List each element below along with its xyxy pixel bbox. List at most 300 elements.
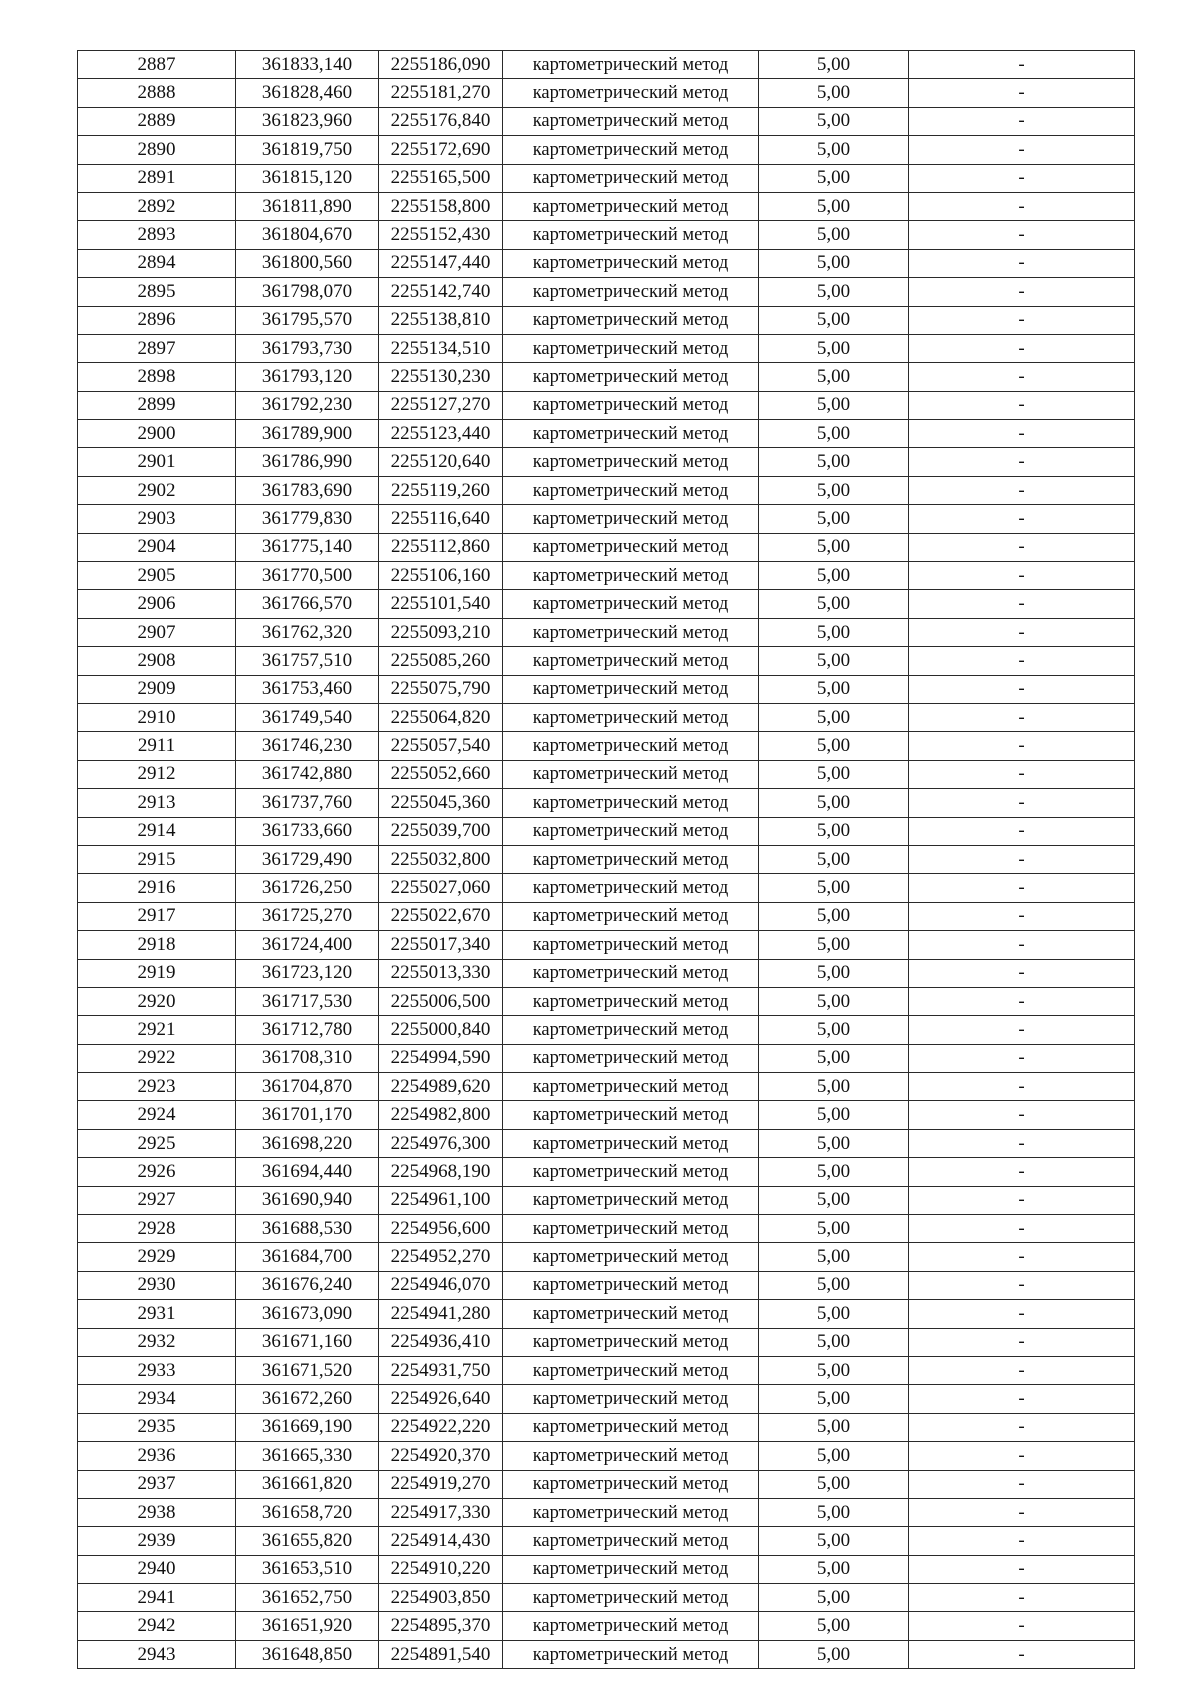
- table-row: [78, 448, 1135, 476]
- point-number-cell: 2923: [78, 1073, 236, 1101]
- table-row: [78, 1186, 1135, 1214]
- method-cell: картометрический метод: [503, 1129, 759, 1157]
- note-cell: -: [909, 732, 1135, 760]
- method-cell: картометрический метод: [503, 107, 759, 135]
- note-cell: -: [909, 675, 1135, 703]
- x-coordinate-cell: 361669,190: [236, 1413, 379, 1441]
- x-coordinate-cell: 361793,730: [236, 334, 379, 362]
- note-cell: -: [909, 1356, 1135, 1384]
- note-cell: -: [909, 1640, 1135, 1668]
- table-row: [78, 334, 1135, 362]
- y-coordinate-cell: 2255172,690: [379, 136, 503, 164]
- method-cell: картометрический метод: [503, 562, 759, 590]
- method-cell: картометрический метод: [503, 1044, 759, 1072]
- x-coordinate-cell: 361652,750: [236, 1584, 379, 1612]
- table-row: [78, 1555, 1135, 1583]
- precision-cell: 5,00: [759, 363, 909, 391]
- table-row: [78, 902, 1135, 930]
- x-coordinate-cell: 361661,820: [236, 1470, 379, 1498]
- y-coordinate-cell: 2255119,260: [379, 476, 503, 504]
- y-coordinate-cell: 2255022,670: [379, 902, 503, 930]
- method-cell: картометрический метод: [503, 278, 759, 306]
- table-row: [78, 278, 1135, 306]
- precision-cell: 5,00: [759, 505, 909, 533]
- note-cell: -: [909, 1498, 1135, 1526]
- precision-cell: 5,00: [759, 1442, 909, 1470]
- point-number-cell: 2888: [78, 79, 236, 107]
- y-coordinate-cell: 2254941,280: [379, 1300, 503, 1328]
- table-row: [78, 703, 1135, 731]
- x-coordinate-cell: 361704,870: [236, 1073, 379, 1101]
- x-coordinate-cell: 361665,330: [236, 1442, 379, 1470]
- x-coordinate-cell: 361655,820: [236, 1527, 379, 1555]
- x-coordinate-cell: 361746,230: [236, 732, 379, 760]
- note-cell: -: [909, 192, 1135, 220]
- x-coordinate-cell: 361712,780: [236, 1016, 379, 1044]
- x-coordinate-cell: 361762,320: [236, 618, 379, 646]
- note-cell: -: [909, 1186, 1135, 1214]
- note-cell: -: [909, 845, 1135, 873]
- precision-cell: 5,00: [759, 448, 909, 476]
- table-row: [78, 760, 1135, 788]
- precision-cell: 5,00: [759, 51, 909, 79]
- y-coordinate-cell: 2255123,440: [379, 420, 503, 448]
- x-coordinate-cell: 361737,760: [236, 789, 379, 817]
- x-coordinate-cell: 361724,400: [236, 931, 379, 959]
- x-coordinate-cell: 361725,270: [236, 902, 379, 930]
- method-cell: картометрический метод: [503, 192, 759, 220]
- y-coordinate-cell: 2255075,790: [379, 675, 503, 703]
- x-coordinate-cell: 361684,700: [236, 1243, 379, 1271]
- precision-cell: 5,00: [759, 902, 909, 930]
- x-coordinate-cell: 361792,230: [236, 391, 379, 419]
- y-coordinate-cell: 2255116,640: [379, 505, 503, 533]
- x-coordinate-cell: 361651,920: [236, 1612, 379, 1640]
- table-row: [78, 647, 1135, 675]
- method-cell: картометрический метод: [503, 1016, 759, 1044]
- method-cell: картометрический метод: [503, 1300, 759, 1328]
- note-cell: -: [909, 1385, 1135, 1413]
- x-coordinate-cell: 361729,490: [236, 845, 379, 873]
- method-cell: картометрический метод: [503, 931, 759, 959]
- x-coordinate-cell: 361690,940: [236, 1186, 379, 1214]
- method-cell: картометрический метод: [503, 1442, 759, 1470]
- point-number-cell: 2917: [78, 902, 236, 930]
- method-cell: картометрический метод: [503, 420, 759, 448]
- point-number-cell: 2943: [78, 1640, 236, 1668]
- point-number-cell: 2894: [78, 249, 236, 277]
- point-number-cell: 2916: [78, 874, 236, 902]
- precision-cell: 5,00: [759, 1129, 909, 1157]
- point-number-cell: 2911: [78, 732, 236, 760]
- y-coordinate-cell: 2254931,750: [379, 1356, 503, 1384]
- precision-cell: 5,00: [759, 306, 909, 334]
- precision-cell: 5,00: [759, 874, 909, 902]
- note-cell: -: [909, 420, 1135, 448]
- point-number-cell: 2926: [78, 1158, 236, 1186]
- precision-cell: 5,00: [759, 675, 909, 703]
- note-cell: -: [909, 1300, 1135, 1328]
- x-coordinate-cell: 361798,070: [236, 278, 379, 306]
- point-number-cell: 2924: [78, 1101, 236, 1129]
- precision-cell: 5,00: [759, 1612, 909, 1640]
- precision-cell: 5,00: [759, 1186, 909, 1214]
- precision-cell: 5,00: [759, 590, 909, 618]
- point-number-cell: 2903: [78, 505, 236, 533]
- note-cell: -: [909, 164, 1135, 192]
- x-coordinate-cell: 361795,570: [236, 306, 379, 334]
- point-number-cell: 2905: [78, 562, 236, 590]
- table-row: [78, 1044, 1135, 1072]
- note-cell: -: [909, 533, 1135, 561]
- precision-cell: 5,00: [759, 1271, 909, 1299]
- y-coordinate-cell: 2254891,540: [379, 1640, 503, 1668]
- x-coordinate-cell: 361823,960: [236, 107, 379, 135]
- method-cell: картометрический метод: [503, 1243, 759, 1271]
- note-cell: -: [909, 703, 1135, 731]
- note-cell: -: [909, 1044, 1135, 1072]
- point-number-cell: 2898: [78, 363, 236, 391]
- x-coordinate-cell: 361793,120: [236, 363, 379, 391]
- y-coordinate-cell: 2255152,430: [379, 221, 503, 249]
- point-number-cell: 2910: [78, 703, 236, 731]
- y-coordinate-cell: 2255120,640: [379, 448, 503, 476]
- table-row: [78, 1584, 1135, 1612]
- precision-cell: 5,00: [759, 647, 909, 675]
- precision-cell: 5,00: [759, 959, 909, 987]
- x-coordinate-cell: 361688,530: [236, 1215, 379, 1243]
- point-number-cell: 2907: [78, 618, 236, 646]
- table-row: [78, 1243, 1135, 1271]
- precision-cell: 5,00: [759, 1356, 909, 1384]
- precision-cell: 5,00: [759, 1158, 909, 1186]
- y-coordinate-cell: 2255013,330: [379, 959, 503, 987]
- note-cell: -: [909, 959, 1135, 987]
- x-coordinate-cell: 361672,260: [236, 1385, 379, 1413]
- precision-cell: 5,00: [759, 1555, 909, 1583]
- point-number-cell: 2900: [78, 420, 236, 448]
- precision-cell: 5,00: [759, 1243, 909, 1271]
- point-number-cell: 2942: [78, 1612, 236, 1640]
- method-cell: картометрический метод: [503, 987, 759, 1015]
- y-coordinate-cell: 2255130,230: [379, 363, 503, 391]
- y-coordinate-cell: 2255165,500: [379, 164, 503, 192]
- y-coordinate-cell: 2254903,850: [379, 1584, 503, 1612]
- note-cell: -: [909, 590, 1135, 618]
- method-cell: картометрический метод: [503, 760, 759, 788]
- y-coordinate-cell: 2254946,070: [379, 1271, 503, 1299]
- method-cell: картометрический метод: [503, 590, 759, 618]
- method-cell: картометрический метод: [503, 306, 759, 334]
- y-coordinate-cell: 2254961,100: [379, 1186, 503, 1214]
- precision-cell: 5,00: [759, 79, 909, 107]
- method-cell: картометрический метод: [503, 1073, 759, 1101]
- precision-cell: 5,00: [759, 192, 909, 220]
- precision-cell: 5,00: [759, 533, 909, 561]
- table-row: [78, 1328, 1135, 1356]
- y-coordinate-cell: 2255057,540: [379, 732, 503, 760]
- table-row: [78, 1129, 1135, 1157]
- table-row: [78, 476, 1135, 504]
- point-number-cell: 2895: [78, 278, 236, 306]
- point-number-cell: 2899: [78, 391, 236, 419]
- precision-cell: 5,00: [759, 1584, 909, 1612]
- method-cell: картометрический метод: [503, 1527, 759, 1555]
- method-cell: картометрический метод: [503, 1356, 759, 1384]
- note-cell: -: [909, 647, 1135, 675]
- method-cell: картометрический метод: [503, 533, 759, 561]
- note-cell: -: [909, 760, 1135, 788]
- y-coordinate-cell: 2255027,060: [379, 874, 503, 902]
- method-cell: картометрический метод: [503, 334, 759, 362]
- precision-cell: 5,00: [759, 732, 909, 760]
- note-cell: -: [909, 448, 1135, 476]
- method-cell: картометрический метод: [503, 476, 759, 504]
- precision-cell: 5,00: [759, 278, 909, 306]
- x-coordinate-cell: 361658,720: [236, 1498, 379, 1526]
- y-coordinate-cell: 2254982,800: [379, 1101, 503, 1129]
- method-cell: картометрический метод: [503, 1158, 759, 1186]
- note-cell: -: [909, 1271, 1135, 1299]
- note-cell: -: [909, 278, 1135, 306]
- point-number-cell: 2906: [78, 590, 236, 618]
- precision-cell: 5,00: [759, 221, 909, 249]
- point-number-cell: 2931: [78, 1300, 236, 1328]
- method-cell: картометрический метод: [503, 703, 759, 731]
- note-cell: -: [909, 1215, 1135, 1243]
- method-cell: картометрический метод: [503, 505, 759, 533]
- table-row: [78, 675, 1135, 703]
- y-coordinate-cell: 2255186,090: [379, 51, 503, 79]
- y-coordinate-cell: 2255112,860: [379, 533, 503, 561]
- table-row: [78, 363, 1135, 391]
- point-number-cell: 2937: [78, 1470, 236, 1498]
- point-number-cell: 2891: [78, 164, 236, 192]
- table-row: [78, 1527, 1135, 1555]
- table-row: [78, 192, 1135, 220]
- point-number-cell: 2941: [78, 1584, 236, 1612]
- method-cell: картометрический метод: [503, 817, 759, 845]
- precision-cell: 5,00: [759, 1640, 909, 1668]
- table-row: [78, 987, 1135, 1015]
- method-cell: картометрический метод: [503, 845, 759, 873]
- table-row: [78, 959, 1135, 987]
- table-row: [78, 618, 1135, 646]
- method-cell: картометрический метод: [503, 647, 759, 675]
- table-row: [78, 391, 1135, 419]
- precision-cell: 5,00: [759, 1215, 909, 1243]
- point-number-cell: 2932: [78, 1328, 236, 1356]
- precision-cell: 5,00: [759, 987, 909, 1015]
- note-cell: -: [909, 987, 1135, 1015]
- note-cell: -: [909, 136, 1135, 164]
- method-cell: картометрический метод: [503, 249, 759, 277]
- table-row: [78, 306, 1135, 334]
- y-coordinate-cell: 2254994,590: [379, 1044, 503, 1072]
- point-number-cell: 2921: [78, 1016, 236, 1044]
- y-coordinate-cell: 2255045,360: [379, 789, 503, 817]
- note-cell: -: [909, 334, 1135, 362]
- note-cell: -: [909, 79, 1135, 107]
- table-row: [78, 79, 1135, 107]
- point-number-cell: 2940: [78, 1555, 236, 1583]
- y-coordinate-cell: 2254920,370: [379, 1442, 503, 1470]
- x-coordinate-cell: 361770,500: [236, 562, 379, 590]
- precision-cell: 5,00: [759, 391, 909, 419]
- x-coordinate-cell: 361753,460: [236, 675, 379, 703]
- point-number-cell: 2890: [78, 136, 236, 164]
- x-coordinate-cell: 361701,170: [236, 1101, 379, 1129]
- point-number-cell: 2936: [78, 1442, 236, 1470]
- precision-cell: 5,00: [759, 817, 909, 845]
- y-coordinate-cell: 2255000,840: [379, 1016, 503, 1044]
- y-coordinate-cell: 2254922,220: [379, 1413, 503, 1441]
- method-cell: картометрический метод: [503, 902, 759, 930]
- x-coordinate-cell: 361673,090: [236, 1300, 379, 1328]
- precision-cell: 5,00: [759, 845, 909, 873]
- x-coordinate-cell: 361783,690: [236, 476, 379, 504]
- note-cell: -: [909, 817, 1135, 845]
- precision-cell: 5,00: [759, 334, 909, 362]
- y-coordinate-cell: 2255006,500: [379, 987, 503, 1015]
- point-number-cell: 2901: [78, 448, 236, 476]
- method-cell: картометрический метод: [503, 1498, 759, 1526]
- y-coordinate-cell: 2255138,810: [379, 306, 503, 334]
- table-row: [78, 505, 1135, 533]
- method-cell: картометрический метод: [503, 1584, 759, 1612]
- x-coordinate-cell: 361775,140: [236, 533, 379, 561]
- method-cell: картометрический метод: [503, 675, 759, 703]
- y-coordinate-cell: 2255176,840: [379, 107, 503, 135]
- table-row: [78, 164, 1135, 192]
- method-cell: картометрический метод: [503, 391, 759, 419]
- y-coordinate-cell: 2255134,510: [379, 334, 503, 362]
- method-cell: картометрический метод: [503, 1215, 759, 1243]
- point-number-cell: 2893: [78, 221, 236, 249]
- x-coordinate-cell: 361653,510: [236, 1555, 379, 1583]
- precision-cell: 5,00: [759, 1016, 909, 1044]
- precision-cell: 5,00: [759, 107, 909, 135]
- x-coordinate-cell: 361733,660: [236, 817, 379, 845]
- table-row: [78, 1271, 1135, 1299]
- note-cell: -: [909, 1073, 1135, 1101]
- note-cell: -: [909, 221, 1135, 249]
- x-coordinate-cell: 361676,240: [236, 1271, 379, 1299]
- y-coordinate-cell: 2255064,820: [379, 703, 503, 731]
- x-coordinate-cell: 361726,250: [236, 874, 379, 902]
- table-row: [78, 221, 1135, 249]
- method-cell: картометрический метод: [503, 51, 759, 79]
- precision-cell: 5,00: [759, 476, 909, 504]
- x-coordinate-cell: 361742,880: [236, 760, 379, 788]
- table-row: [78, 845, 1135, 873]
- point-number-cell: 2939: [78, 1527, 236, 1555]
- note-cell: -: [909, 1470, 1135, 1498]
- x-coordinate-cell: 361819,750: [236, 136, 379, 164]
- y-coordinate-cell: 2255039,700: [379, 817, 503, 845]
- method-cell: картометрический метод: [503, 1413, 759, 1441]
- y-coordinate-cell: 2255142,740: [379, 278, 503, 306]
- table-row: [78, 1356, 1135, 1384]
- table-row: [78, 533, 1135, 561]
- precision-cell: 5,00: [759, 1470, 909, 1498]
- note-cell: -: [909, 306, 1135, 334]
- x-coordinate-cell: 361757,510: [236, 647, 379, 675]
- y-coordinate-cell: 2254895,370: [379, 1612, 503, 1640]
- point-number-cell: 2915: [78, 845, 236, 873]
- point-number-cell: 2908: [78, 647, 236, 675]
- point-number-cell: 2909: [78, 675, 236, 703]
- point-number-cell: 2918: [78, 931, 236, 959]
- table-row: [78, 1640, 1135, 1668]
- y-coordinate-cell: 2255127,270: [379, 391, 503, 419]
- note-cell: -: [909, 1158, 1135, 1186]
- coordinates-table-body: [78, 51, 1135, 1669]
- method-cell: картометрический метод: [503, 1186, 759, 1214]
- x-coordinate-cell: 361671,520: [236, 1356, 379, 1384]
- note-cell: -: [909, 363, 1135, 391]
- x-coordinate-cell: 361779,830: [236, 505, 379, 533]
- point-number-cell: 2928: [78, 1215, 236, 1243]
- table-row: [78, 1300, 1135, 1328]
- method-cell: картометрический метод: [503, 164, 759, 192]
- x-coordinate-cell: 361833,140: [236, 51, 379, 79]
- y-coordinate-cell: 2255158,800: [379, 192, 503, 220]
- x-coordinate-cell: 361828,460: [236, 79, 379, 107]
- y-coordinate-cell: 2254956,600: [379, 1215, 503, 1243]
- y-coordinate-cell: 2254968,190: [379, 1158, 503, 1186]
- point-number-cell: 2930: [78, 1271, 236, 1299]
- table-row: [78, 1442, 1135, 1470]
- point-number-cell: 2892: [78, 192, 236, 220]
- method-cell: картометрический метод: [503, 1271, 759, 1299]
- note-cell: -: [909, 1612, 1135, 1640]
- precision-cell: 5,00: [759, 164, 909, 192]
- precision-cell: 5,00: [759, 1073, 909, 1101]
- note-cell: -: [909, 1584, 1135, 1612]
- note-cell: -: [909, 1328, 1135, 1356]
- note-cell: -: [909, 1101, 1135, 1129]
- method-cell: картометрический метод: [503, 1640, 759, 1668]
- note-cell: -: [909, 249, 1135, 277]
- note-cell: -: [909, 562, 1135, 590]
- note-cell: -: [909, 902, 1135, 930]
- x-coordinate-cell: 361708,310: [236, 1044, 379, 1072]
- x-coordinate-cell: 361815,120: [236, 164, 379, 192]
- x-coordinate-cell: 361717,530: [236, 987, 379, 1015]
- method-cell: картометрический метод: [503, 874, 759, 902]
- note-cell: -: [909, 931, 1135, 959]
- table-row: [78, 1158, 1135, 1186]
- x-coordinate-cell: 361749,540: [236, 703, 379, 731]
- point-number-cell: 2919: [78, 959, 236, 987]
- x-coordinate-cell: 361671,160: [236, 1328, 379, 1356]
- precision-cell: 5,00: [759, 136, 909, 164]
- table-row: [78, 590, 1135, 618]
- x-coordinate-cell: 361648,850: [236, 1640, 379, 1668]
- table-row: [78, 931, 1135, 959]
- coordinates-table: [77, 50, 1135, 1669]
- note-cell: -: [909, 107, 1135, 135]
- method-cell: картометрический метод: [503, 732, 759, 760]
- table-row: [78, 789, 1135, 817]
- precision-cell: 5,00: [759, 931, 909, 959]
- table-row: [78, 1470, 1135, 1498]
- y-coordinate-cell: 2254914,430: [379, 1527, 503, 1555]
- point-number-cell: 2927: [78, 1186, 236, 1214]
- precision-cell: 5,00: [759, 1385, 909, 1413]
- method-cell: картометрический метод: [503, 136, 759, 164]
